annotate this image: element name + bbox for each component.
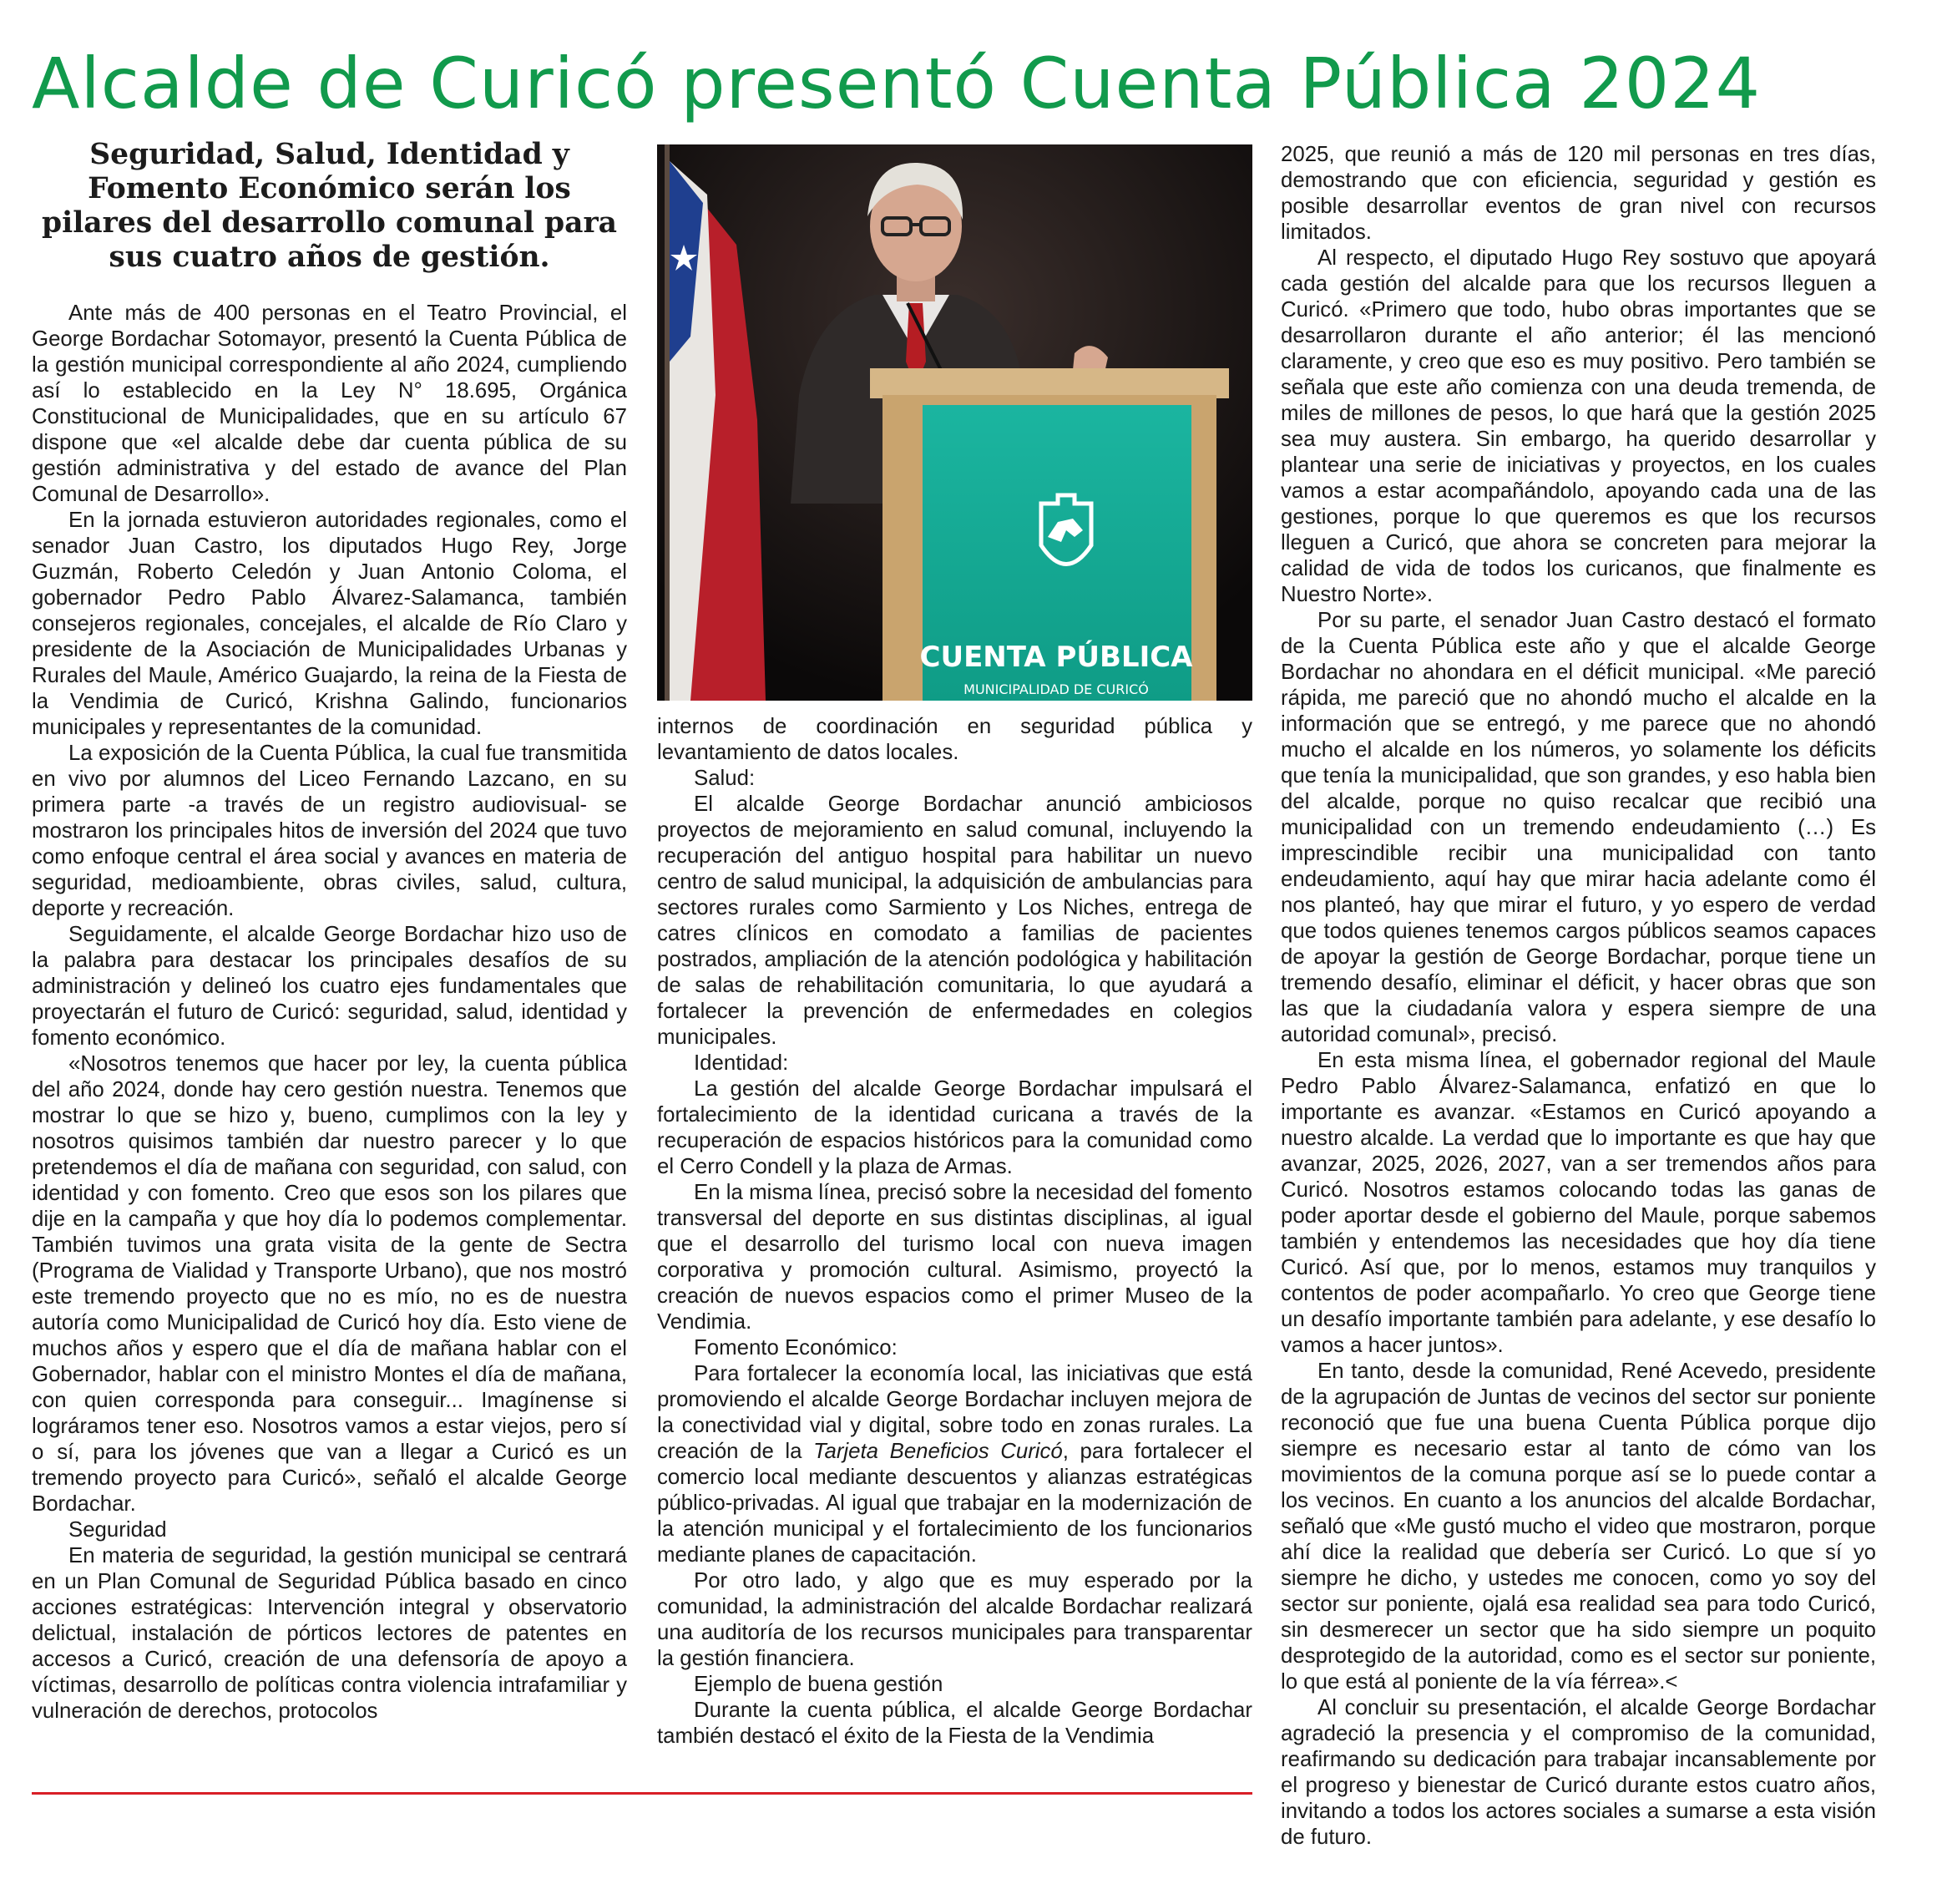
section-heading-identidad: Identidad: <box>694 1051 789 1075</box>
podium-label: CUENTA PÚBLICA <box>919 641 1193 674</box>
paragraph: 2025, que reunió a más de 120 mil personas en tres días, demostrando que con eficiencia, seguridad y gestión es posible desarrollar eventos de gran nivel con recursos limitados. <box>1281 143 1876 244</box>
podium <box>870 368 1229 701</box>
paragraph: Seguidamente, el alcalde George Bordachar hizo uso de la palabra para destacar los principales desafíos de su administración y delineó los cuatro ejes fundamentales que proyectarán el futuro de Curicó: seguridad, salud, identidad y fomento económico. <box>32 923 627 1050</box>
paragraph: La exposición de la Cuenta Pública, la cual fue transmitida en vivo por alumnos del Liceo Fernando Lazcano, en su primera parte -a través de un registro audiovisual- se mostraron los principales hitos de inversión del 2024 que tuvo como enfoque central el área social y avances en materia de seguridad, medioambiente, obras civiles, salud, cultura, deporte y recreación. <box>32 742 627 920</box>
paragraph: En la misma línea, precisó sobre la necesidad del fomento transversal del deporte en sus distintas disciplinas, al igual que el desarrollo del turismo local con nueva imagen corporativa y promoción cultural. Asimismo, proyectó la creación de nuevos espacios como el primer Museo de la Vendimia. <box>657 1181 1252 1334</box>
podium-sublabel: MUNICIPALIDAD DE CURICÓ <box>963 681 1149 697</box>
red-divider-line <box>32 1792 1252 1795</box>
paragraph: internos de coordinación en seguridad pública y levantamiento de datos locales. <box>657 715 1252 764</box>
section-heading-ejemplo: Ejemplo de buena gestión <box>694 1673 943 1696</box>
paragraph: En tanto, desde la comunidad, René Acevedo, presidente de la agrupación de Juntas de vecinos del sector sur poniente reconoció que fue una buena Cuenta Pública porque dijo siempre es necesario estar al tanto de cómo van los movimientos de la comuna porque así se lo puede contar a los vecinos. En cuanto a los anuncios del alcalde Bordachar, señaló que «Me gustó mucho el video que mostraron, porque ahí dice la realidad que debería ser Curicó. Lo que sí yo siempre he dicho, y ustedes me conocen, como yo soy del sector sur poniente, ojalá esa realidad sea para todo Curicó, sin desmerecer un sector que ha sido siempre un poquito desprotegido de la autoridad, como es el sector sur poniente, lo que está al poniente de la vía férrea».< <box>1281 1360 1876 1694</box>
paragraph: Durante la cuenta pública, el alcalde George Bordachar también destacó el éxito de la Fiesta de la Vendimia <box>657 1699 1252 1748</box>
paragraph: Al concluir su presentación, el alcalde George Bordachar agradeció la presencia y el compromiso de la comunidad, reafirmando su dedicación para trabajar incansablemente por el progreso y bienestar de Curicó durante estos cuatro años, invitando a todos los actores sociales a sumarse a esta visión de futuro. <box>1281 1696 1876 1849</box>
paragraph: Al respecto, el diputado Hugo Rey sostuvo que apoyará cada gestión del alcalde para que los recursos lleguen a Curicó. «Primero que todo, hubo obras importantes que se desarrollaron durante el año anterior; él las mencionó claramente, y creo que eso es muy positivo. Pero también se señala que este año comienza con una deuda tremenda, de miles de millones de pesos, lo que hará que la gestión 2025 sea muy austera. Sin embargo, ha querido desarrollar y plantear una serie de iniciativas y proyectos, en los cuales vamos a estar acompañándolo, apoyando cada una de las gestiones, porque lo que queremos es que los recursos lleguen a Curicó, que ahora se concreten para mejorar la calidad de vida de todos los curicanos, que finalmente es Nuestro Norte». <box>1281 246 1876 606</box>
paragraph: En la jornada estuvieron autoridades regionales, como el senador Juan Castro, los diputados Hugo Rey, Jorge Guzmán, Roberto Celedón y Juan Antonio Coloma, el gobernador Pedro Pablo Álvarez-Salamanca, también consejeros regionales, concejales, el alcalde de Río Claro y presidente de la Asociación de Municipalidades Urbanas y Rurales del Maule, Américo Guajardo, la reina de la Fiesta de la Vendimia de Curicó, Krishna Galindo, funcionarios municipales y representantes de la comunidad. <box>32 509 627 739</box>
section-heading-fomento: Fomento Económico: <box>694 1336 898 1360</box>
paragraph: «Nosotros tenemos que hacer por ley, la cuenta pública del año 2024, donde hay cero gestión nuestra. Tenemos que mostrar lo que se hizo y, bueno, cumplimos con la ley y nosotros quisimos también dar nuestro parecer y lo que pretendemos el día de mañana con seguridad, con salud, con identidad y con fomento. Creo que esos son los pilares que dije en la campaña y que hoy día lo podemos complementar. También tuvimos una grata visita de la gente de Sectra (Programa de Vialidad y Transporte Urbano), que nos mostró este tremendo proyecto que no es mío, no es de nuestra autoría como Municipalidad de Curicó hoy día. Esto viene de muchos años y espero que el día de mañana hablar con el Gobernador, hablar con el ministro Montes el día de mañana, con quien corresponda para conseguir... Imagínense si lográramos tener eso. Nosotros vamos a estar viejos, pero sí o sí, para los jóvenes que van a llegar a Curicó es un tremendo proyecto para Curicó», señaló el alcalde George Bordachar. <box>32 1052 627 1516</box>
section-heading-salud: Salud: <box>694 767 756 790</box>
paragraph <box>657 1361 1252 1568</box>
column-1 <box>32 301 627 1779</box>
paragraph: En materia de seguridad, la gestión municipal se centrará en un Plan Comunal de Seguridad Pública basado en cinco acciones estratégicas: Intervención integral y observatorio delictual, instalación de pórticos lectores de patentes en accesos a Curicó, creación de una defensoría de apoyo a víctimas, desarrollo de políticas contra violencia intrafamiliar y vulneración de derechos, protocolos <box>32 1544 627 1723</box>
text-span: , para fortalecer el comercio local mediante descuentos y alianzas estratégicas público-privadas. Al igual que trabajar en la modernización de la atención municipal y el fortalecimiento de los funcionarios mediante planes de capacitación. <box>657 1440 1252 1567</box>
paragraph: La gestión del alcalde George Bordachar impulsará el fortalecimiento de la identidad curicana a través de la recuperación de espacios históricos para la comunidad como el Cerro Condell y la plaza de Armas. <box>657 1077 1252 1178</box>
column-3 <box>1281 142 1876 1896</box>
headline: Alcalde de Curicó presentó Cuenta Pública 2024 <box>32 43 1762 124</box>
italic-program-name: Tarjeta Beneficios Curicó <box>813 1440 1063 1463</box>
paragraph: El alcalde George Bordachar anunció ambiciosos proyectos de mejoramiento en salud comunal, incluyendo la recuperación del antiguo hospital para habilitar un nuevo centro de salud municipal, la adquisición de ambulancias para sectores rurales como Sarmiento y Los Niches, entrega de catres clínicos en comodato a familias de pacientes postrados, ampliación de la atención podológica y habilitación de salas de rehabilitación comunitaria, lo que ayudará a fortalecer la prevención de enfermedades en colegios municipales. <box>657 792 1252 1049</box>
text-span: Para fortalecer la economía local, las iniciativas que está promoviendo el alcalde George Bordachar incluyen mejora de la conectividad vial y digital, sobre todo en zonas rurales. La creación de la <box>657 1362 1252 1463</box>
article-photo <box>657 144 1252 701</box>
paragraph: Por su parte, el senador Juan Castro destacó el formato de la Cuenta Pública este año y que el alcalde George Bordachar no ahondara en el déficit municipal. «Me pareció rápida, me pareció que no ahondó mucho el alcalde en la información que se entregó, y me parece que no ahondó mucho el alcalde en los números, yo solamente los déficits que tenía la municipalidad, que son grandes, y eso habla bien del alcalde, porque no quiso recalcar que recibió una municipalidad con un tremendo endeudamiento (…) Es imprescindible recibir una municipalidad con tanto endeudamiento, aquí hay que mirar hacia adelante como él nos planteó, hay que mirar el futuro, y yo espero de verdad que todos quienes tenemos cargos públicos seamos capaces de apoyar la gestión de George Bordachar, porque tiene un tremendo desafío, eliminar el déficit, y hacer obras que son las que la ciudadanía valora y espera siempre de una autoridad comunal», precisó. <box>1281 609 1876 1046</box>
column-2 <box>657 714 1252 1779</box>
speaker-at-podium-image <box>657 144 1252 701</box>
paragraph: Por otro lado, y algo que es muy esperado por la comunidad, la administración del alcalde Bordachar realizará una auditoría de los recursos municipales para transparentar la gestión financiera. <box>657 1569 1252 1670</box>
paragraph: Ante más de 400 personas en el Teatro Provincial, el George Bordachar Sotomayor, presentó la Cuenta Pública de la gestión municipal correspondiente al año 2024, cumpliendo así lo establecido en la Ley N° 18.695, Orgánica Constitucional de Municipalidades, que en su artículo 67 dispone que «el alcalde debe dar cuenta pública de su gestión administrativa y del estado de avance del Plan Comunal de Desarrollo». <box>32 301 627 506</box>
paragraph: En esta misma línea, el gobernador regional del Maule Pedro Pablo Álvarez-Salamanca, enfatizó en que lo importante es avanzar. «Estamos en Curicó apoyando a nuestro alcalde. La verdad que lo importante es que hay que avanzar, 2025, 2026, 2027, van a ser tremendos años para Curicó. Nosotros estamos colocando todas las ganas de poder aportar desde el gobierno del Maule, porque sabemos también y entendemos las necesidades que hoy día tiene Curicó. Así que, por lo menos, estamos muy tranquilos y contentos de poder acompañarlo. Yo creo que George tiene un desafío importante también para adelante, y ese desafío lo vamos a hacer juntos». <box>1281 1049 1876 1357</box>
subheadline: Seguridad, Salud, Identidad y Fomento Económico serán los pilares del desarrollo comunal para sus cuatro años de gestión. <box>41 138 618 274</box>
section-heading-seguridad: Seguridad <box>68 1518 167 1542</box>
